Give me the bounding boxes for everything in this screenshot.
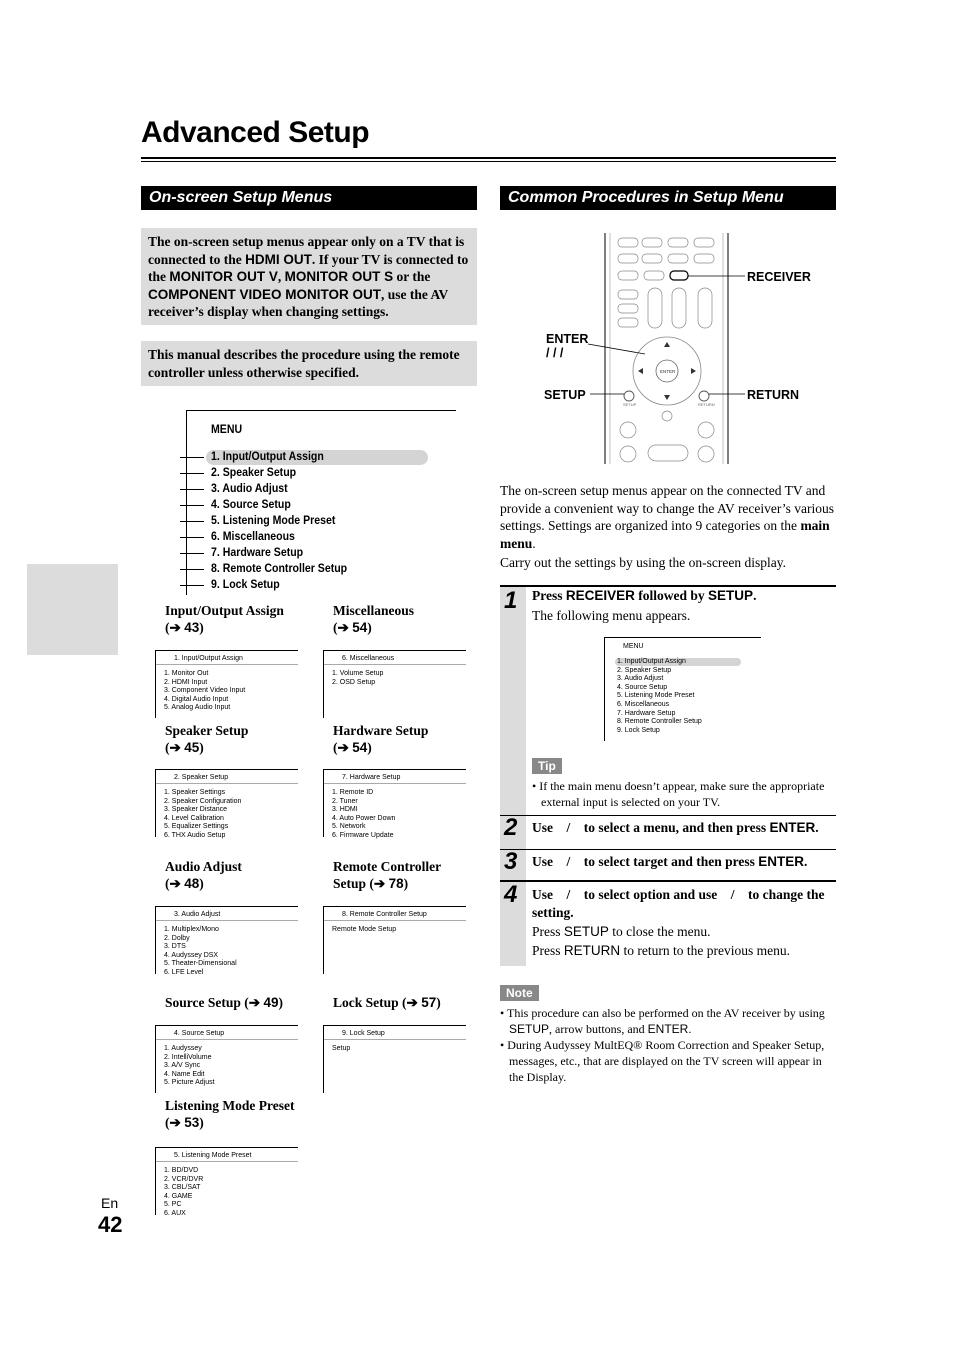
submenu-screen: 7. Hardware Setup 1. Remote ID 2. Tuner 3. HDMI 4. Auto Power Down 5. Network 6. Firmware Update — [323, 769, 466, 837]
step-3-number: 3 — [504, 848, 518, 875]
mini-menu-item: 9. Lock Setup — [617, 726, 660, 734]
tip-text: • If the main menu doesn’t appear, make sure the appropriate external input is selected on your TV. — [532, 779, 825, 809]
step-1-text: Press RECEIVER followed by SETUP. — [532, 588, 757, 603]
submenu-screen: 8. Remote Controller Setup Remote Mode Setup — [323, 906, 466, 974]
submenu-heading: Speaker Setup (➔ 45) — [165, 723, 249, 755]
page-number: 42 — [98, 1212, 123, 1237]
intro-paragraph-2: Carry out the settings by using the on-screen display. — [500, 555, 786, 570]
submenu-heading: Lock Setup (➔ 57) — [333, 995, 441, 1010]
side-tab — [27, 564, 118, 655]
callout-arrows: / / / — [546, 346, 564, 360]
submenu-heading: Source Setup (➔ 49) — [165, 995, 283, 1010]
menu-item: 5. Listening Mode Preset — [211, 513, 336, 527]
step-3-text: Use / to select target and then press ENTER. — [532, 854, 808, 869]
submenu-screen: 6. Miscellaneous 1. Volume Setup 2. OSD Setup — [323, 650, 466, 718]
step-4-line2: Press SETUP to close the menu. — [532, 924, 711, 939]
language-code: En — [101, 1195, 119, 1211]
info-box-remote: This manual describes the procedure using the remote controller unless otherwise specified. — [141, 341, 477, 386]
mini-menu-item: 7. Hardware Setup — [617, 709, 676, 717]
remote-illustration — [540, 228, 836, 468]
info-box-tv: The on-screen setup menus appear only on a TV that is connected to the HDMI OUT. If your TV is connected to the MONITOR OUT V, MONITOR OUT S or the COMPONENT VIDEO MONITOR OUT, use the AV receiver’s display when changing settings. — [141, 228, 477, 325]
callout-enter: ENTER — [546, 332, 589, 346]
main-menu-tree — [180, 410, 460, 600]
submenu-heading: Hardware Setup (➔ 54) — [333, 723, 429, 755]
menu-item: 3. Audio Adjust — [211, 481, 288, 495]
svg-text:SETUP: SETUP — [623, 402, 637, 407]
step-4-line3: Press RETURN to return to the previous menu. — [532, 943, 790, 958]
submenu-heading: Listening Mode Preset (➔ 53) — [165, 1098, 295, 1130]
submenu-screen: 1. Input/Output Assign 1. Monitor Out 2. HDMI Input 3. Component Video Input 4. Digital Audio Input 5. Analog Audio Input — [155, 650, 298, 718]
submenu-heading: Miscellaneous (➔ 54) — [333, 603, 414, 635]
svg-text:RETURN: RETURN — [698, 402, 715, 407]
step-2-number: 2 — [504, 814, 518, 841]
tree-connector — [180, 537, 204, 538]
tree-connector — [180, 521, 204, 522]
title-rule — [141, 157, 836, 159]
tree-connector — [180, 473, 204, 474]
submenu-heading: Input/Output Assign (➔ 43) — [165, 603, 284, 635]
mini-menu-item: 4. Source Setup — [617, 683, 668, 691]
menu-item: 9. Lock Setup — [211, 577, 280, 591]
submenu-screen: 5. Listening Mode Preset 1. BD/DVD 2. VCR/DVR 3. CBL/SAT 4. GAME 5. PC 6. AUX — [155, 1147, 298, 1215]
step-4-text: Use / to select option and use / to change the setting. — [532, 887, 825, 920]
section-heading-common: Common Procedures in Setup Menu — [500, 186, 836, 210]
menu-item: 6. Miscellaneous — [211, 529, 295, 543]
step-2-text: Use / to select a menu, and then press ENTER. — [532, 820, 819, 835]
note-bullet-2: • During Audyssey MultEQ® Room Correction and Speaker Setup, messages, etc., that are displayed on the TV screen will appear in the Display. — [500, 1038, 825, 1084]
tree-connector — [180, 505, 204, 506]
submenu-heading: Remote Controller Setup (➔ 78) — [333, 859, 442, 891]
section-heading-onscreen: On-screen Setup Menus — [141, 186, 477, 210]
menu-item: 1. Input/Output Assign — [211, 449, 324, 463]
mini-menu-item: 8. Remote Controller Setup — [617, 718, 702, 726]
menu-title: MENU — [211, 422, 243, 436]
note-label: Note — [500, 985, 539, 1001]
step-1-number: 1 — [504, 587, 518, 614]
menu-screenshot: MENU 1. Input/Output Assign 2. Speaker Setup 3. Audio Adjust 4. Source Setup 5. Listening Mode Preset 6. Miscellaneous 7. Hardware Setup 8. Remote Controller Setup 9. Lock Setup — [604, 637, 761, 741]
tree-connector — [180, 585, 204, 586]
title-rule-thin — [141, 161, 836, 162]
tip-label: Tip — [532, 758, 562, 774]
step-4-number: 4 — [504, 881, 518, 908]
tree-connector — [180, 553, 204, 554]
mini-menu-item: 2. Speaker Setup — [617, 666, 672, 674]
intro-paragraph: The on-screen setup menus appear on the connected TV and provide a convenient way to change the AV receiver’s various settings. Settings are organized into 9 categories on the main menu. — [500, 483, 835, 551]
callout-receiver: RECEIVER — [747, 270, 811, 284]
mini-menu-item: 5. Listening Mode Preset — [617, 692, 695, 700]
submenu-screen: 9. Lock Setup Setup — [323, 1025, 466, 1093]
callout-return: RETURN — [747, 388, 800, 402]
submenu-screen: 4. Source Setup 1. Audyssey 2. IntelliVolume 3. A/V Sync 4. Name Edit 5. Picture Adjust — [155, 1025, 298, 1093]
menu-item: 7. Hardware Setup — [211, 545, 304, 559]
menu-item: 2. Speaker Setup — [211, 465, 297, 479]
page-title: Advanced Setup — [141, 116, 370, 149]
tree-connector — [180, 489, 204, 490]
svg-text:ENTER: ENTER — [660, 369, 676, 374]
submenu-screen: 2. Speaker Setup 1. Speaker Settings 2. Speaker Configuration 3. Speaker Distance 4. Level Calibration 5. Equalizer Settings 6. THX Audio Setup — [155, 769, 298, 837]
mini-menu-item: 3. Audio Adjust — [617, 675, 664, 683]
tree-connector — [180, 457, 204, 458]
submenu-screen: 3. Audio Adjust 1. Multiplex/Mono 2. Dolby 3. DTS 4. Audyssey DSX 5. Theater-Dimensional 6. LFE Level — [155, 906, 298, 974]
tree-connector — [180, 569, 204, 570]
step-1-subtext: The following menu appears. — [532, 608, 691, 623]
submenu-heading: Audio Adjust (➔ 48) — [165, 859, 242, 891]
callout-setup: SETUP — [544, 388, 586, 402]
menu-item: 4. Source Setup — [211, 497, 291, 511]
note-bullet-1: • This procedure can also be performed on the AV receiver by using SETUP, arrow buttons, and ENTER. — [500, 1006, 825, 1036]
menu-item: 8. Remote Controller Setup — [211, 561, 348, 575]
mini-menu-item: 1. Input/Output Assign — [617, 658, 686, 665]
mini-menu-item: 6. Miscellaneous — [617, 700, 670, 708]
